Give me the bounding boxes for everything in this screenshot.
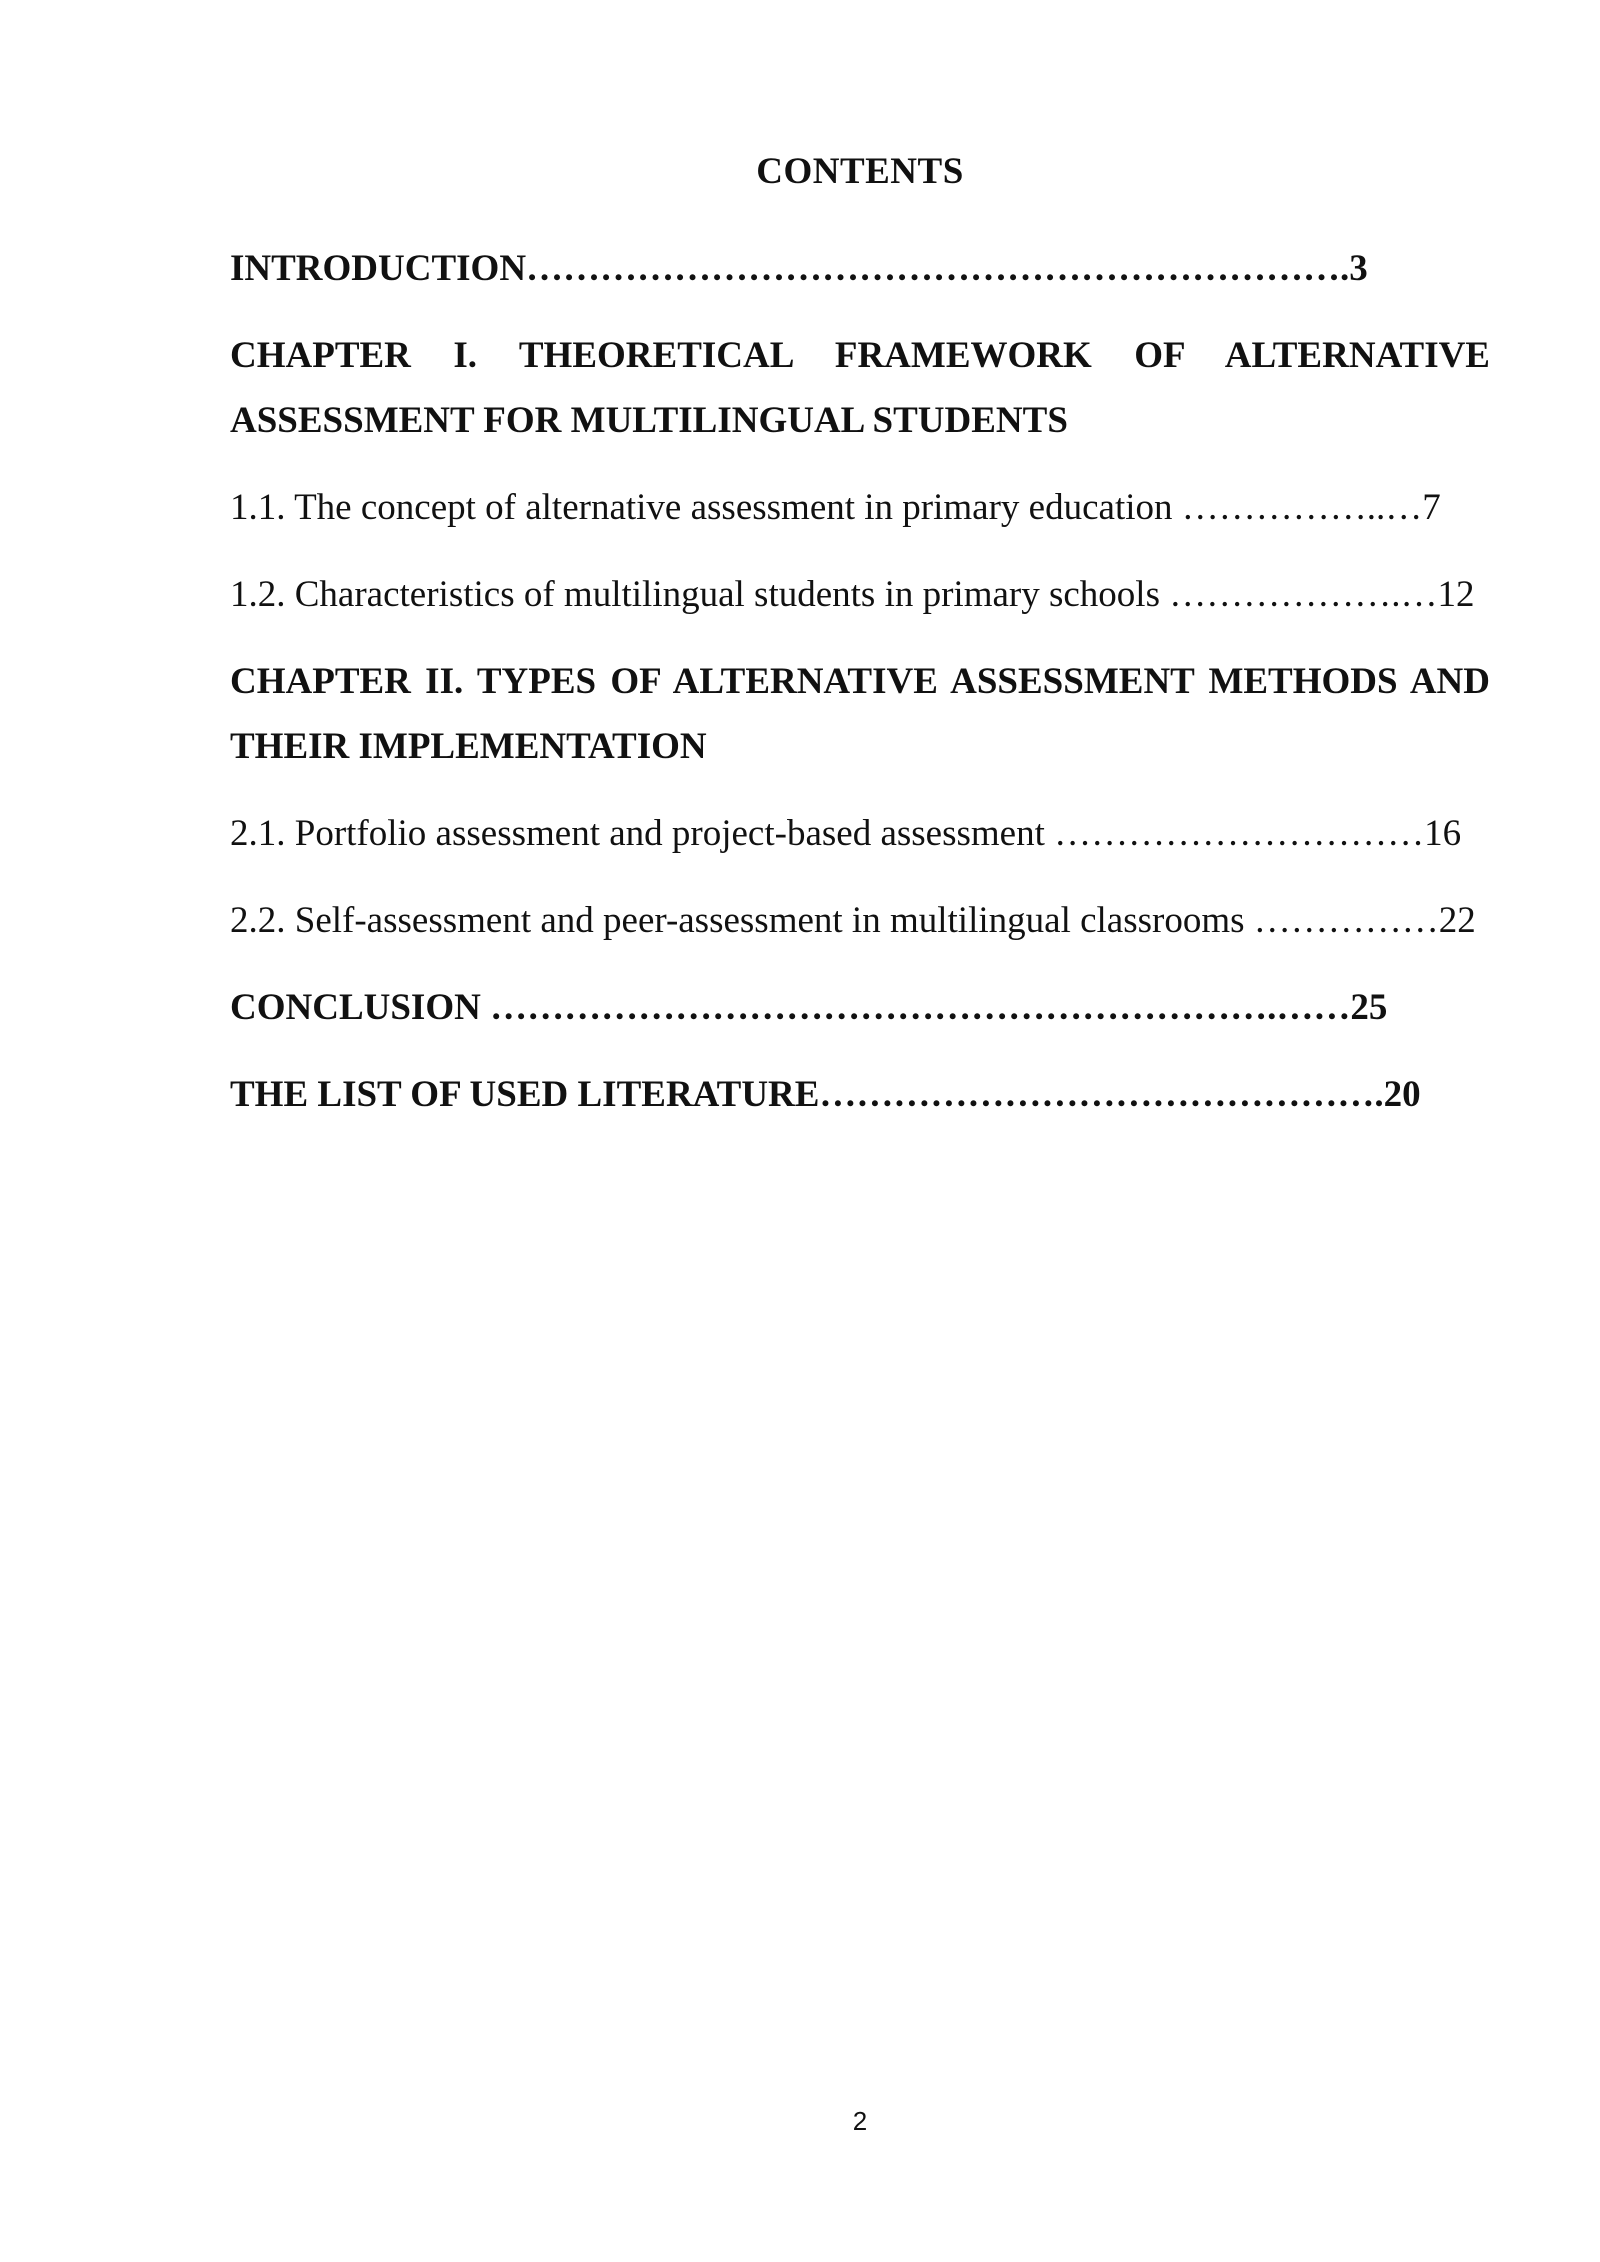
page-number: 2	[852, 2106, 868, 2136]
toc-chapter-2-line-1: CHAPTER II. TYPES OF ALTERNATIVE ASSESSMENT METHODS AND	[230, 661, 1490, 702]
toc-entry-2-2: 2.2. Self-assessment and peer-assessment in multilingual classrooms ……………22	[230, 900, 1476, 941]
toc-entry-2-1: 2.1. Portfolio assessment and project-based assessment …………………………16	[230, 813, 1462, 854]
toc-chapter-1-line-1: CHAPTER I. THEORETICAL FRAMEWORK OF ALTERNATIVE	[230, 335, 1490, 376]
toc-chapter-2-line-2: THEIR IMPLEMENTATION	[230, 726, 707, 767]
toc-entry-1-2: 1.2. Characteristics of multilingual students in primary schools ……………….…12	[230, 574, 1475, 615]
toc-chapter-2-heading	[230, 649, 1490, 779]
toc-entry-conclusion: CONCLUSION ……………………………………………………….……25	[230, 987, 1388, 1028]
toc-entry-introduction: INTRODUCTION………………………………………………………….3	[230, 248, 1368, 289]
contents-heading: CONTENTS	[756, 151, 964, 192]
toc-entry-literature: THE LIST OF USED LITERATURE……………………………………….20	[230, 1074, 1421, 1115]
toc-chapter-1-line-2: ASSESSMENT FOR MULTILINGUAL STUDENTS	[230, 400, 1068, 441]
table-of-contents	[230, 236, 1490, 1149]
toc-entry-1-1: 1.1. The concept of alternative assessment in primary education ……………..…7	[230, 487, 1441, 528]
toc-chapter-1-heading	[230, 323, 1490, 453]
